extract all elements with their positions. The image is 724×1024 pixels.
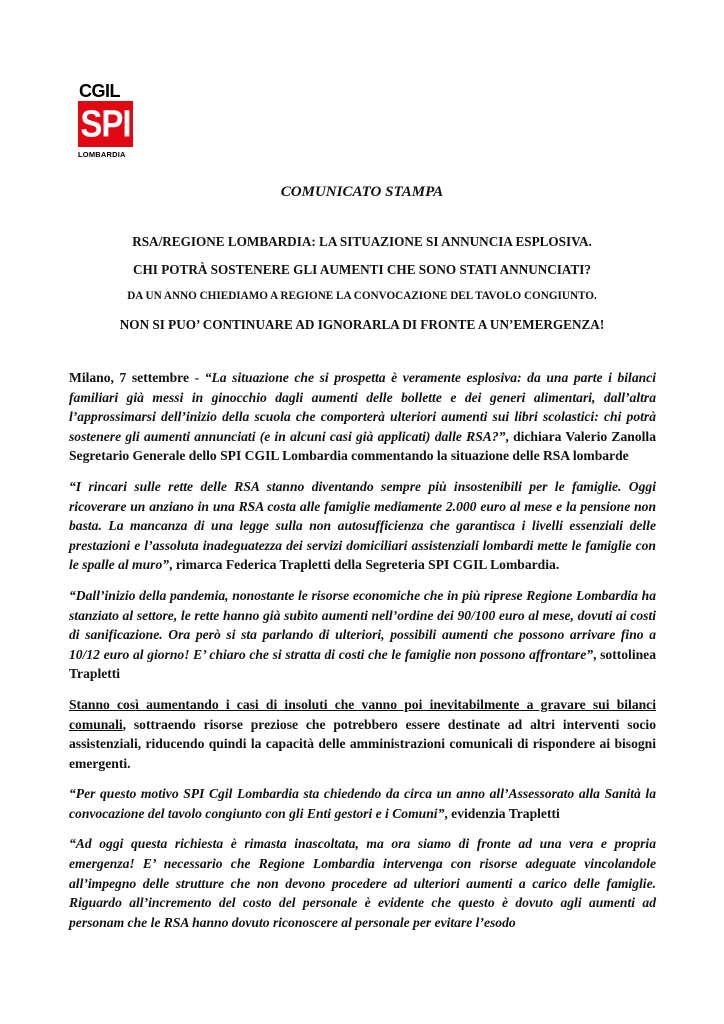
- paragraph-2: [69, 477, 656, 575]
- paragraph-4: [69, 695, 656, 773]
- paragraph-4-rest: , sottraendo risorse preziose che potrebbero essere destinate ad altri interventi socio assistenziali, riducendo quindi la capacità delle amministrazioni comunicali di rispondere ai bisogni emergenti.: [69, 716, 656, 771]
- headline-1: RSA/REGIONE LOMBARDIA: LA SITUAZIONE SI ANNUNCIA ESPLOSIVA.: [132, 234, 592, 249]
- attribution-zanolla: , dichiara Valerio Zanolla Segretario Generale dello SPI CGIL Lombardia commentando la situazione delle RSA lombarde: [69, 428, 656, 464]
- underlined-statement: Stanno così aumentando i casi di insoluti che vanno poi inevitabilmente a gravare sui bilanci comunali: [69, 696, 656, 732]
- quote-trapletti-2: “Dall’inizio della pandemia, nonostante le risorse economiche che in più riprese Regione Lombardia ha stanziato al settore, le rette hanno già subìto aumenti nell’ordine dei 90/100 euro al mese, dovuti ai costi di sanificazione. Ora però si sta parlando di ulteriori, possibili aumenti che possono arrivare fino a 10/12 euro al giorno! E’ chiaro che si stratta di costi che le famiglie non possono affrontare”: [69, 587, 656, 662]
- document-type-title: COMUNICATO STAMPA: [280, 184, 444, 200]
- paragraph-6: [69, 834, 656, 932]
- attribution-trapletti-3: , evidenzia Trapletti: [444, 805, 560, 821]
- attribution-trapletti-2: , sottolinea Trapletti: [69, 646, 657, 682]
- paragraph-3: [69, 586, 656, 684]
- dateline: Milano, 7 settembre -: [69, 370, 205, 385]
- headline-2: CHI POTRÀ SOSTENERE GLI AUMENTI CHE SONO STATI ANNUNCIATI?: [133, 262, 591, 277]
- logo-red-box: [78, 101, 133, 147]
- headline-4: NON SI PUO’ CONTINUARE AD IGNORARLA DI FRONTE A UN’EMERGENZA!: [119, 317, 605, 332]
- attribution-trapletti-1: , rimarca Federica Trapletti della Segreteria SPI CGIL Lombardia.: [169, 557, 560, 573]
- quote-trapletti-4: “Ad oggi questa richiesta è rimasta inascoltata, ma ora siamo di fronte ad una vera e propria emergenza! E’ necessario che Regione Lombardia intervenga con risorse adeguate vincolandole all’impegno delle strutture che non devono procedere ad ulteriori aumenti a carico delle famiglie. Riguardo all’incremento del costo del personale è evidente che questo è dovuto agli aumenti ad personam che le RSA hanno dovuto riconoscere al personale per evitare l’esodo: [69, 836, 656, 930]
- logo-spi-text: SPI: [80, 102, 131, 145]
- paragraph-5: [69, 784, 656, 823]
- quote-zanolla: “La situazione che si prospetta è veramente esplosiva: da una parte i bilanci familiari già messi in ginocchio dagli aumenti delle bollette e dei generi alimentari, dall’altra l’approssimarsi dell’inizio della scuola che comporterà ulteriori aumenti sui libri scolastici: chi potrà sostenere gli aumenti annunciati (e in alcuni casi già applicati) dalle RSA?”: [69, 370, 656, 444]
- quote-trapletti-1: “I rincari sulle rette delle RSA stanno diventando sempre più insostenibili per le famiglie. Oggi ricoverare un anziano in una RSA costa alle famiglie mediamente 2.000 euro al mese e la pensione non basta. La mancanza di una legge sulla non autosufficienza che garantisca i livelli essenziali delle prestazioni e l’assoluta inadeguatezza dei servizi domiciliari assistenziali lombardi mette le famiglie con le spalle al muro”: [69, 478, 656, 573]
- paragraph-1: [69, 368, 656, 466]
- cgil-spi-lombardia-logo: [78, 82, 134, 159]
- quote-trapletti-3: “Per questo motivo SPI Cgil Lombardia sta chiedendo da circa un anno all’Assessorato alla Sanità la convocazione del tavolo congiunto con gli Enti gestori e i Comuni”: [69, 786, 656, 821]
- logo-region-text: LOMBARDIA: [78, 150, 126, 159]
- logo-cgil-text: CGIL: [79, 81, 120, 101]
- press-release-body: [69, 368, 656, 943]
- headline-3: DA UN ANNO CHIEDIAMO A REGIONE LA CONVOCAZIONE DEL TAVOLO CONGIUNTO.: [127, 290, 597, 302]
